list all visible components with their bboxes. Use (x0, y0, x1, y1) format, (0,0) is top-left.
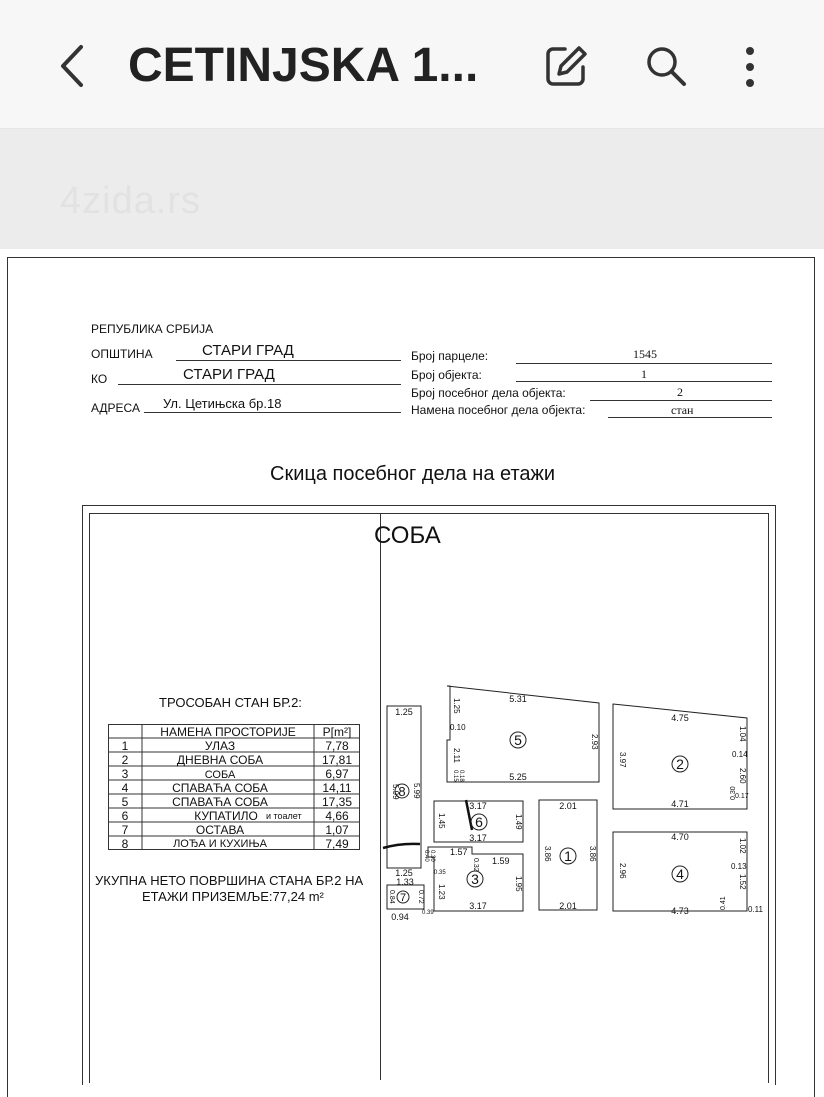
edit-icon (543, 43, 589, 89)
room-8-number: 8 (398, 784, 406, 799)
room-5-number: 5 (514, 732, 522, 748)
dim-label: 0.39 (422, 910, 434, 916)
room-label: СОБА (374, 522, 441, 549)
table-title: ТРОСОБАН СТАН БР.2: (159, 695, 302, 710)
dim-label: 0.32 (472, 858, 479, 872)
poseban-value: 2 (677, 385, 683, 399)
dim-label: 1.25 (452, 698, 461, 714)
dim-label: 2.93 (590, 734, 599, 750)
dim-label: 5.99 (412, 783, 421, 799)
floor-plan (380, 680, 770, 925)
dim-label: 3.86 (543, 846, 552, 862)
adresa-underline (144, 412, 401, 413)
opstina-value: СТАРИ ГРАД (202, 342, 294, 359)
dim-label: 1.59 (492, 856, 510, 866)
more-options-button[interactable] (724, 40, 776, 92)
dim-label: 1.25 (395, 707, 413, 717)
document-title: CETINJSKA 1... (128, 39, 479, 92)
row-no: 8 (121, 837, 129, 850)
adresa-label: АДРЕСА (91, 401, 140, 415)
room-6-number: 6 (475, 814, 483, 830)
row-name: КУПАТИЛО (194, 809, 258, 823)
dim-label: 0.13 (731, 862, 747, 871)
dim-label: 4.70 (671, 832, 689, 842)
dim-label: 3.17 (469, 901, 487, 911)
col-name-header: НАМЕНА ПРОСТОРИЈЕ (160, 725, 296, 739)
row-area: 7,49 (325, 837, 349, 850)
row-area: 7,78 (325, 739, 349, 753)
ko-value: СТАРИ ГРАД (183, 366, 275, 383)
row-area: 17,81 (321, 753, 353, 767)
opstina-underline (176, 360, 401, 361)
dim-label: 1.25 (395, 868, 413, 878)
dim-label: 5.25 (509, 772, 527, 782)
dim-label: 0.72 (417, 890, 424, 904)
ko-underline (118, 384, 401, 385)
dim-label: 2.96 (618, 863, 627, 879)
col-area-header: P[m²] (322, 725, 352, 739)
room-2-number: 2 (676, 756, 684, 772)
row-no: 1 (121, 739, 129, 753)
rooms-table (108, 724, 360, 850)
parcela-value: 1545 (633, 347, 657, 361)
dim-label: 2.01 (559, 901, 577, 911)
chevron-left-icon (57, 43, 87, 89)
dim-label: 0.30 (429, 850, 435, 862)
row-no: 2 (121, 753, 129, 767)
dim-label: 1.04 (738, 726, 747, 742)
parcela-label: Број парцеле: (411, 349, 489, 363)
dim-label: 0.41 (720, 896, 727, 910)
objekat-underline (516, 381, 772, 382)
watermark: 4zida.rs (60, 180, 202, 222)
row-note: и тоалет (266, 811, 302, 821)
dim-label: 0.84 (388, 890, 395, 904)
namena-underline (608, 417, 772, 418)
dim-label: 1.57 (450, 847, 468, 857)
row-area: 6,97 (325, 767, 349, 781)
dim-label: 4.75 (671, 713, 689, 723)
row-name: УЛАЗ (204, 739, 236, 753)
room-1-number: 1 (564, 848, 572, 864)
dim-label: 1.33 (396, 877, 414, 887)
row-area: 4,66 (325, 809, 349, 823)
dim-label: 4.71 (671, 799, 689, 809)
dim-label: 0.30 (730, 786, 737, 800)
dim-label: 0.17 (735, 793, 749, 800)
ko-label: КО (91, 372, 108, 386)
row-name: СОБА (204, 769, 236, 781)
row-area: 1,07 (325, 823, 349, 837)
dim-label: 0.10 (450, 723, 466, 732)
dim-label: 0.35 (434, 870, 446, 876)
row-name: СПАВАЋА СОБА (172, 781, 268, 795)
dim-label: 0.15 (452, 770, 458, 782)
adresa-value: Ул. Цетињска бр.18 (163, 396, 282, 411)
poseban-label: Број посебног дела објекта: (411, 386, 566, 400)
dim-label: 0.18 (458, 770, 464, 782)
dim-label: 5.99 (391, 784, 400, 800)
more-vert-icon (740, 43, 760, 89)
dim-label: 1.23 (437, 884, 446, 900)
objekat-label: Број објекта: (411, 368, 482, 382)
namena-value: стан (671, 403, 694, 417)
row-no: 7 (121, 823, 129, 837)
door-marker-2 (383, 844, 420, 848)
dim-label: 2.01 (559, 801, 577, 811)
row-no: 5 (121, 795, 129, 809)
app-bar (0, 0, 824, 129)
room-3-number: 3 (471, 871, 479, 887)
room-4-number: 4 (676, 866, 684, 882)
search-button[interactable] (640, 40, 692, 92)
dim-label: 3.17 (469, 833, 487, 843)
room-7-number: 7 (399, 892, 407, 904)
dim-label: 0.11 (748, 905, 763, 914)
dim-label: 3.86 (588, 846, 597, 862)
dim-label: 1.02 (738, 838, 747, 854)
row-name: ДНЕВНА СОБА (176, 753, 264, 767)
dim-label: 4.73 (671, 906, 689, 916)
row-no: 6 (121, 809, 129, 823)
dim-label: 3.97 (618, 752, 627, 768)
parcela-underline (516, 363, 772, 364)
dim-label: 2.60 (738, 768, 747, 784)
row-area: 17,35 (321, 795, 353, 809)
poseban-underline (590, 400, 772, 401)
sketch-title: Скица посебног дела на етажи (270, 463, 556, 485)
namena-label: Намена посебног дела објекта: (411, 403, 586, 417)
opstina-label: ОПШТИНА (91, 347, 153, 361)
republic-label: РЕПУБЛИКА СРБИЈА (91, 322, 214, 336)
dim-label: 1.95 (514, 876, 523, 892)
row-name: ЛОЂА И КУХИЊА (173, 838, 267, 850)
dim-label: 1.45 (437, 813, 446, 829)
edit-button[interactable] (540, 40, 592, 92)
objekat-value: 1 (641, 367, 647, 381)
dim-label: 2.11 (452, 748, 461, 763)
row-name: ОСТАВА (195, 823, 245, 837)
row-no: 4 (121, 781, 129, 795)
dim-label: 1.49 (514, 814, 523, 830)
dim-label: 0.94 (391, 912, 409, 922)
row-name: СПАВАЋА СОБА (172, 795, 268, 809)
dim-label: 1.52 (738, 874, 747, 890)
total-line-2: ЕТАЖИ ПРИЗЕМЉЕ:77,24 m² (142, 889, 324, 904)
dim-label: 0.14 (732, 750, 748, 759)
row-no: 3 (121, 767, 129, 781)
search-icon (643, 43, 689, 89)
back-button[interactable] (48, 34, 96, 98)
row-area: 14,11 (322, 781, 352, 795)
dim-label: 0.40 (423, 850, 429, 862)
dim-label: 5.31 (509, 694, 527, 704)
dim-label: 3.17 (469, 801, 487, 811)
total-line-1: УКУПНА НЕТО ПОВРШИНА СТАНА БР.2 НА (95, 873, 364, 888)
